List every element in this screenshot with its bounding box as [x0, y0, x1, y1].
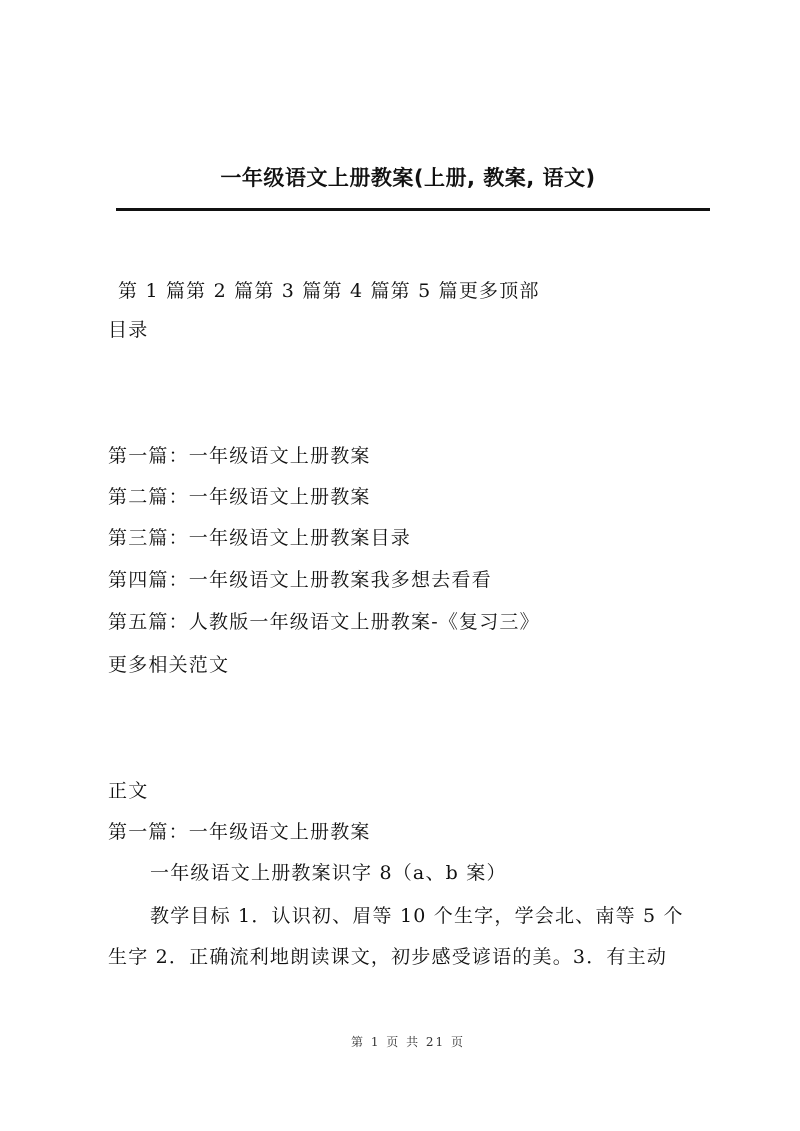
- paragraph-line-1: 教学目标 1．认识初、眉等 10 个生字，学会北、南等 5 个: [150, 905, 684, 927]
- more-related-link[interactable]: 更多相关范文: [108, 654, 230, 676]
- toc-item-2[interactable]: 第二篇：一年级语文上册教案: [108, 486, 371, 508]
- toc-item-3[interactable]: 第三篇：一年级语文上册教案目录: [108, 527, 412, 549]
- paragraph-line-2: 生字 2．正确流利地朗读课文，初步感受谚语的美。3．有主动: [108, 946, 668, 968]
- toc-item-5[interactable]: 第五篇：人教版一年级语文上册教案-《复习三》: [108, 611, 540, 633]
- section-title: 第一篇：一年级语文上册教案: [108, 821, 371, 843]
- lesson-title: 一年级语文上册教案识字 8（a、b 案）: [150, 862, 507, 884]
- body-heading: 正文: [108, 780, 149, 802]
- title-underline: [116, 208, 710, 211]
- toc-item-1[interactable]: 第一篇：一年级语文上册教案: [108, 445, 371, 467]
- toc-item-4[interactable]: 第四篇：一年级语文上册教案我多想去看看: [108, 569, 492, 591]
- document-title: 一年级语文上册教案(上册, 教案, 语文): [220, 166, 596, 190]
- toc-heading: 目录: [108, 319, 149, 341]
- page-footer: 第 1 页 共 21 页: [351, 1035, 465, 1049]
- toc-nav-links[interactable]: 第 1 篇第 2 篇第 3 篇第 4 篇第 5 篇更多顶部: [118, 280, 540, 302]
